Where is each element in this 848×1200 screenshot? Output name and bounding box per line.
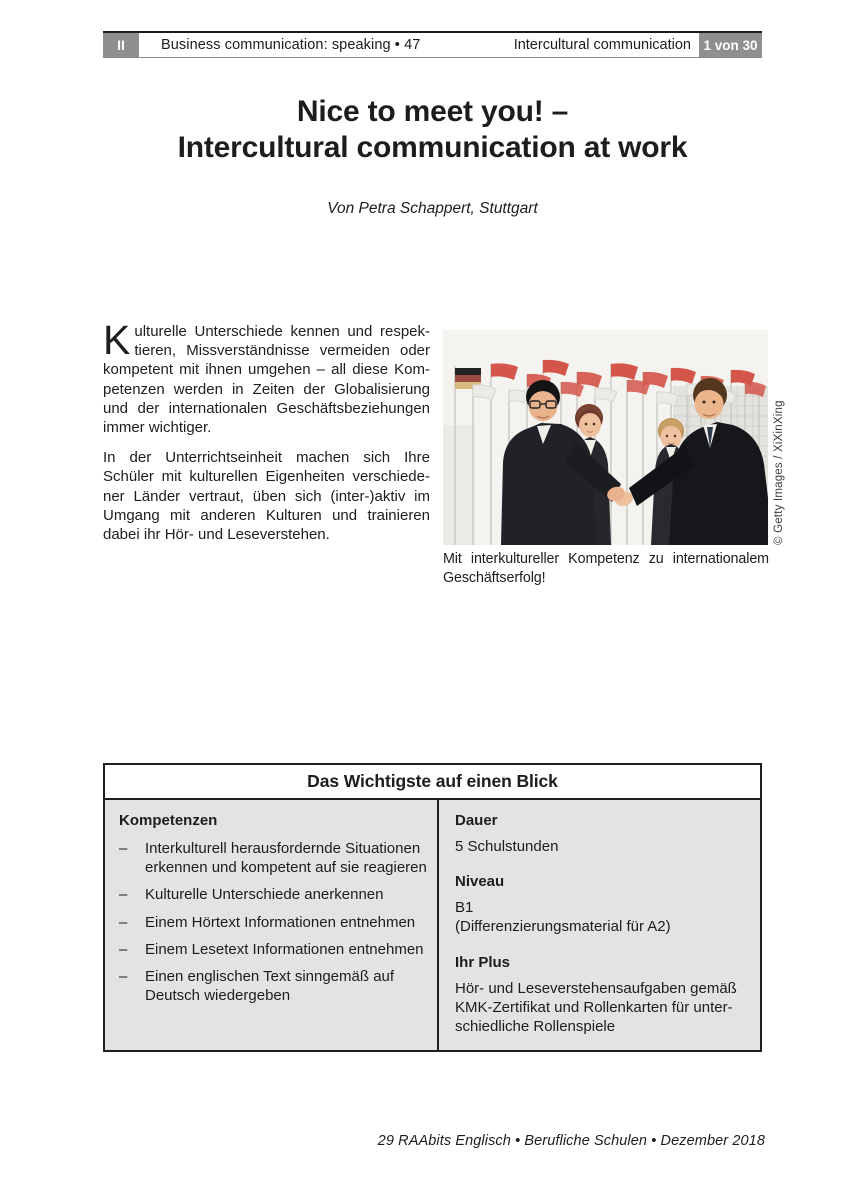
- dauer-heading: Dauer: [455, 812, 498, 829]
- intro-text: [103, 317, 430, 544]
- dash-bullet: –: [119, 968, 128, 986]
- competence-item: [119, 885, 427, 904]
- niveau-text: [455, 898, 748, 936]
- niveau-line2: (Differenzierungsmaterial für A2): [455, 918, 671, 936]
- competence-item-text: Kulturelle Unterschiede anerkennen: [145, 886, 384, 904]
- overview-table-title: Das Wichtigste auf einen Blick: [105, 765, 760, 800]
- header-bar: [103, 31, 762, 58]
- header-left-text: Business communication: speaking • 47: [161, 37, 421, 53]
- niveau-heading: Niveau: [455, 873, 505, 891]
- intro-paragraph-1: Kulturelle Unterschiede kennen und respektieren, Missverständnisse vermeiden oder kompetent mit ihnen umgehen – all diese Kompetenzen werden in Zeiten der Globalisierung und der internationalen Geschäftsbeziehungen immer wichtiger.: [103, 317, 430, 437]
- competence-item-text: Einen englischen Text sinngemäß auf Deutsch wiedergeben: [145, 968, 395, 1005]
- competence-item-text: Einem Lesetext Informationen entnehmen: [145, 940, 424, 958]
- competences-heading: Kompetenzen: [119, 812, 218, 829]
- page-title-line1: Nice to meet you! –: [296, 95, 569, 128]
- photo-caption: Mit interkultureller Kompetenz zu internationalem Geschäftserfolg!: [443, 551, 769, 586]
- dropcap: K: [103, 317, 131, 363]
- intro-paragraph-2: In der Unterrichtseinheit machen sich Ihre Schüler mit kulturellen Eigenheiten verschiedener Länder vertraut, üben sich (inter-)aktiv im Umgang mit anderen Kulturen und trainieren dabei ihr Hör- und Leseverstehen.: [103, 449, 430, 544]
- dash-bullet: –: [119, 840, 128, 857]
- section-badge: II: [103, 33, 139, 57]
- page-title-line2: Intercultural communication at work: [177, 131, 688, 164]
- competences-cell: [105, 800, 439, 1050]
- competence-item: [119, 913, 427, 932]
- page-footer: 29 RAAbits Englisch • Berufliche Schulen • Dezember 2018: [377, 1133, 765, 1149]
- competences-list: [119, 839, 427, 1005]
- byline: Von Petra Schappert, Stuttgart: [327, 200, 538, 217]
- niveau-line1: B1: [455, 899, 474, 917]
- overview-table: [103, 763, 762, 1052]
- header-right-text: Intercultural communication: [513, 37, 691, 53]
- dash-bullet: –: [119, 940, 128, 958]
- plus-heading: Ihr Plus: [455, 953, 511, 971]
- dash-bullet: –: [119, 913, 128, 931]
- page-count-badge: 1 von 30: [699, 33, 762, 57]
- page-title: [103, 94, 762, 166]
- photo-credit: © Getty Images / XiXinXing: [773, 400, 785, 545]
- dash-bullet: –: [119, 886, 128, 904]
- competence-item: [119, 967, 427, 1005]
- dauer-text: 5 Schulstunden: [455, 838, 559, 855]
- handshake-photo-illustration: [443, 330, 768, 545]
- competence-item-text: Einem Hörtext Informationen entnehmen: [145, 913, 416, 931]
- photo-image: [443, 330, 768, 545]
- competence-item-text: Interkulturell herausfordernde Situationen erkennen und kompetent auf sie reagieren: [145, 840, 427, 877]
- details-cell: [439, 800, 760, 1050]
- overview-table-body: [105, 800, 760, 1050]
- competence-item: [119, 940, 427, 959]
- competence-item: [119, 839, 427, 877]
- plus-text: Hör- und Leseverstehensaufgaben gemäß KMK-Zertifikat und Rollenkarten für unterschiedliche Rollenspiele: [455, 979, 737, 1036]
